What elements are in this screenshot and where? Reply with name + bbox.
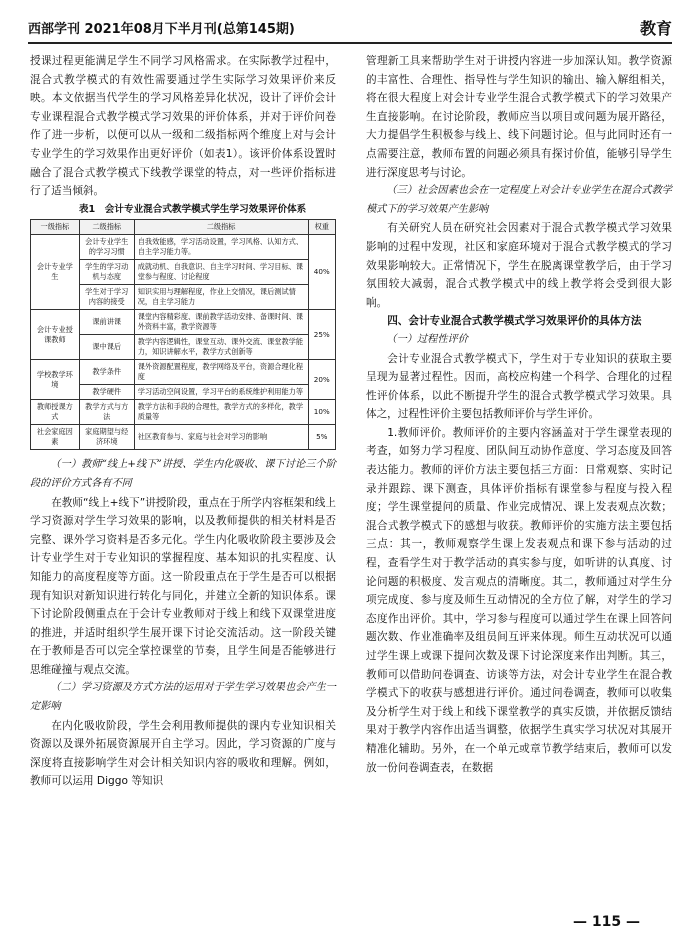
table-cell: 教师授课方式 (31, 400, 80, 425)
table-header: 二级指标 (134, 220, 308, 235)
table-cell: 学生对于学习内容的接受 (79, 285, 134, 310)
table-row (31, 360, 336, 385)
table-cell: 教学方式与方法 (79, 400, 134, 425)
table-cell: 会计专业学生 (31, 235, 80, 310)
table-cell: 40% (308, 235, 335, 310)
table-header: 权重 (308, 220, 335, 235)
table-cell: 教学方法和手段的合理性，教学方式的多样化，教学质量等 (134, 400, 308, 425)
paragraph: 管理新工具来帮助学生对于讲授内容进一步加深认知。教学资源的丰富性、合理性、指导性与学生知识的输出、输入解组相关，将在很大程度上对会计专业学生混合式教学模式下的学习效果产生直接影响。在讨论阶段，教师应当以项目或问题为展开路径，大力提倡学生积极参与线上、线下问题讨论。但与此同时还有一点需要注意，教师布置的问题必须具有探讨价值，能够引导学生进行深度思考与讨论。 (366, 55, 672, 179)
evaluation-table (30, 219, 336, 450)
page-number: — 115 — (573, 914, 640, 930)
section-heading: （一）过程性评价 (386, 333, 468, 345)
table-header-row (31, 220, 336, 235)
paragraph: 授课过程更能满足学生不同学习风格需求。在实际教学过程中，混合式教学模式的有效性需要通过学生实际学习效果评价来反映。本文依据当代学生的学习风格差异化状况，设计了评价会计专业课程混合式教学模式学习效果的评价体系，并对于评价问卷作了进一步析，以便可以从一级和二级指标两个维度上对与会计专业学生的学习效果作出更好评价（如表1）。该评价体系设置时融合了混合式教学模式下线教学课堂的特点，对一些评价指标进行了适当倾斜。 (30, 55, 336, 198)
table-cell: 会计专业授课教师 (31, 310, 80, 360)
table-cell: 会计专业学生的学习习惯 (79, 235, 134, 260)
table-cell: 教学内容逻辑性，课堂互动、课外交流、课堂教学能力，知识讲解水平，教学方式创新等 (134, 335, 308, 360)
table-header: 二级指标 (79, 220, 134, 235)
paragraph: 有关研究人员在研究社会因素对于混合式教学模式学习效果影响的过程中发现，社区和家庭环境对于混合式教学模式的学习效果影响较大。正常情况下，学生在脱离课堂教学后，由于学习氛围较大减弱，混合式教学模式中的线上教学将会受到很大影响。 (366, 222, 672, 309)
table-cell: 课外资源配置程度，教学网络及平台，资源合理化程度 (134, 360, 308, 385)
table-cell: 自我效能感，学习活动设置，学习风格、认知方式、自主学习能力等。 (134, 235, 308, 260)
section-heading: （三）社会因素也会在一定程度上对会计专业学生在混合式教学模式下的学习效果产生影响 (366, 185, 672, 215)
paragraph: 在教师“线上+线下”讲授阶段，重点在于所学内容框架和线上学习资源对学生学习效果的影响，以及教师提供的相关材料是否完整、课外学习资料是否多元化。学生内化吸收阶段主要涉及会计专业学生对于专业知识的掌握程度、基本知识的扎实程度、认知能力的高度程度等方面。这一阶段重点在于学生是否可以根据现有知识对新知识进行转化与同化，并建立全新的知识体系。课下讨论阶段侧重点在于会计专业教师对于线上和线下双课堂进度的推进，并适时组织学生展开课下讨论交流活动。这一阶段关键在于教师是否可以完全掌控课堂的节奏，且学生间是否能够进行思维碰撞与观点交流。 (30, 496, 336, 676)
table-row (31, 310, 336, 335)
table-caption: 表1 会计专业混合式教学模式学生学习效果评价体系 (78, 203, 307, 215)
table-cell: 20% (308, 360, 335, 400)
table-cell: 5% (308, 425, 335, 450)
paragraph: 会计专业混合式教学模式下，学生对于专业知识的获取主要呈现为显著过程性。因而，高校应构建一个科学、合理化的过程性评价体系，以此不断提升学生的混合式教学模式学习效果。具体之，过程性评价主要包括教师评价与学生评价。 (366, 352, 672, 421)
section-heading: （二）学习资源及方式方法的运用对于学生学习效果也会产生一定影响 (30, 682, 336, 713)
table-cell: 10% (308, 400, 335, 425)
table-cell: 学生的学习动机与态度 (79, 260, 134, 285)
section-heading: （一）教师“线上+线下”讲授、学生内化吸收、课下讨论三个阶段的评价方式各有不同 (30, 459, 336, 489)
table-row (31, 400, 336, 425)
table-cell: 课堂内容精彩度、课前教学活动安排、备课时间、课外资料丰富，教学资源等 (134, 310, 308, 335)
table-cell: 25% (308, 310, 335, 360)
table-cell: 社会家庭因素 (31, 425, 80, 450)
table-cell: 教学条件 (79, 360, 134, 385)
table-cell: 课前讲课 (79, 310, 134, 335)
paragraph: 1.教师评价。教师评价的主要内容涵盖对于学生课堂表现的考查，如努力学习程度、团队间互动协作意度、学习态度及回答表达能力。教师的评价方法主要包括三方面：日常观察、实时记录并跟踪、课下测查，具体评价指标有课堂参与程度与投入程度；学生课堂提问的质量、作业完成情况、课上发表观点次数；混合式教学模式下的感想与收获。教师评价的实施方法主要包括三点：其一，教师观察学生课上发表观点和课下参与活动的过程，查看学生对于教学活动的真实参与度，如听讲的认真度、讨论问题的积极度、发言观点的清晰度。其二，教师通过对学生分项完成度、参与度及师生互动情况的全方位了解，对学生的学习态度作出评价。其中，学习参与程度可以通过学生在课上回答问题次数、作业准确率及组员间互评来体现。师生互动状况可以通过学生课上或课下提问次数及课下讨论深度来作出判断。其三，教师可以借助问卷调查、访谈等方法，对会计专业学生在混合教学模式下的收获与感想进行评价。通过问卷调查，教师可以收集及分析学生对于线上和线下课堂教学的真实反馈，并依据反馈结果对于教学内容作出适当调整，依据学生真实学习状况对其展开精准化辅助。另外，在一个单元或章节教学结束后，教师可以发放一份问卷调查表，在数据 (366, 426, 672, 774)
paragraph: 在内化吸收阶段，学生会利用教师提供的课内专业知识相关资源以及课外拓展资源展开自主学习。因此，学习资源的广度与深度将直接影响学生对会计相关知识内容的吸收和理解。例如，教师可以运用 Diggo 等知识 (30, 719, 336, 788)
table-row (31, 235, 336, 260)
section-heading: 四、会计专业混合式教学模式学习效果评价的具体方法 (387, 315, 642, 328)
running-header (28, 14, 672, 44)
table-cell: 学校教学环境 (31, 360, 80, 400)
right-column (366, 52, 672, 777)
table-row (31, 425, 336, 450)
table-cell: 知识实用与理解程度，作业上交情况，课后测试情况，自主学习能力 (134, 285, 308, 310)
left-column (30, 52, 336, 791)
table-header: 一级指标 (31, 220, 80, 235)
table-cell: 教学硬件 (79, 385, 134, 400)
section-name: 教育 (639, 19, 672, 38)
table-cell: 社区教育参与、家庭与社会对学习的影响 (134, 425, 308, 450)
table-cell: 家庭期望与经济环境 (79, 425, 134, 450)
table-cell: 课中课后 (79, 335, 134, 360)
table-cell: 成就动机、自我意识、自主学习时间、学习目标、课堂参与程度、讨论程度 (134, 260, 308, 285)
journal-title: 西部学刊 2021年08月下半月刊(总第145期) (28, 22, 295, 37)
table-cell: 学习活动空间设置，学习平台的系统维护利用能力等 (134, 385, 308, 400)
